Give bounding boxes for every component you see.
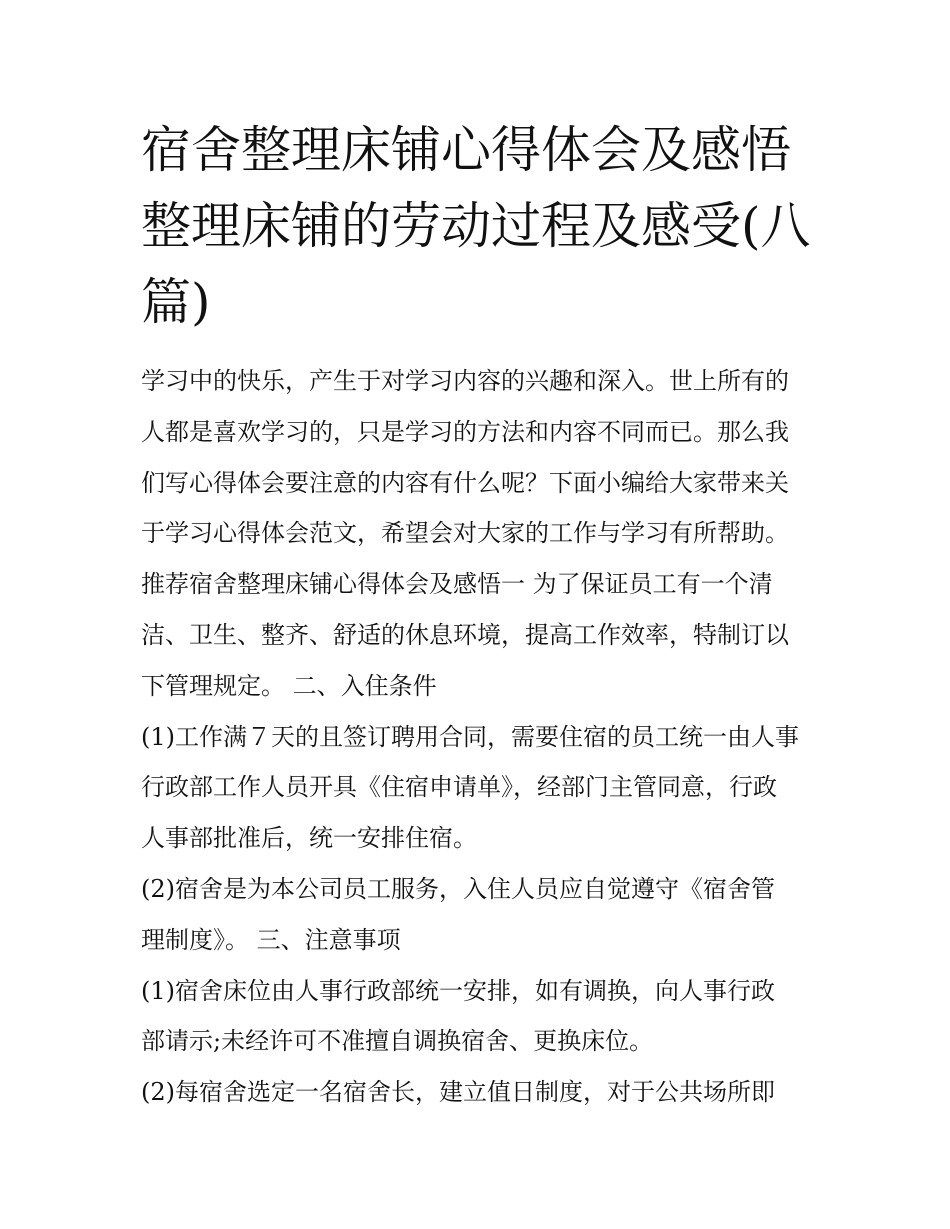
body-line: 于学习心得体会范文，希望会对大家的工作与学习有所帮助。 <box>141 519 789 548</box>
title-line: 整理床铺的劳动过程及感受(八 <box>141 197 811 255</box>
body-line: 人都是喜欢学习的，只是学习的方法和内容不同而已。那么我 <box>141 417 789 446</box>
document-body <box>141 356 831 1118</box>
body-line: 下管理规定。 二、入住条件 <box>141 671 437 700</box>
body-line: 学习中的快乐，产生于对学习内容的兴趣和深入。世上所有的 <box>141 367 789 395</box>
body-line: (2)每宿舍选定一名宿舍长，建立值日制度，对于公共场所即 <box>141 1078 775 1107</box>
body-line: 部请示;未经许可不准擅自调换宿舍、更换床位。 <box>141 1027 654 1056</box>
body-line: 人事部批准后，统一安排住宿。 <box>141 824 477 853</box>
title-line: 篇) <box>141 273 211 331</box>
body-line: 们写心得体会要注意的内容有什么呢？下面小编给大家带来关 <box>141 468 789 497</box>
body-line: (1)宿舍床位由人事行政部统一安排，如有调换，向人事行政 <box>141 976 775 1005</box>
title-line: 宿舍整理床铺心得体会及感悟 <box>141 121 791 179</box>
document-title <box>141 112 831 340</box>
body-line: (1)工作满７天的且签订聘用合同，需要住宿的员工统一由人事 <box>141 722 799 751</box>
body-line: (2)宿舍是为本公司员工服务，入住人员应自觉遵守《宿舍管 <box>141 874 775 903</box>
body-line: 理制度》。 三、注意事项 <box>141 925 401 954</box>
body-line: 洁、卫生、整齐、舒适的休息环境，提高工作效率，特制订以 <box>141 620 789 649</box>
body-line: 行政部工作人员开具《住宿申请单》，经部门主管同意，行政 <box>141 773 777 802</box>
body-line: 推荐宿舍整理床铺心得体会及感悟一 为了保证员工有一个清 <box>141 570 773 599</box>
